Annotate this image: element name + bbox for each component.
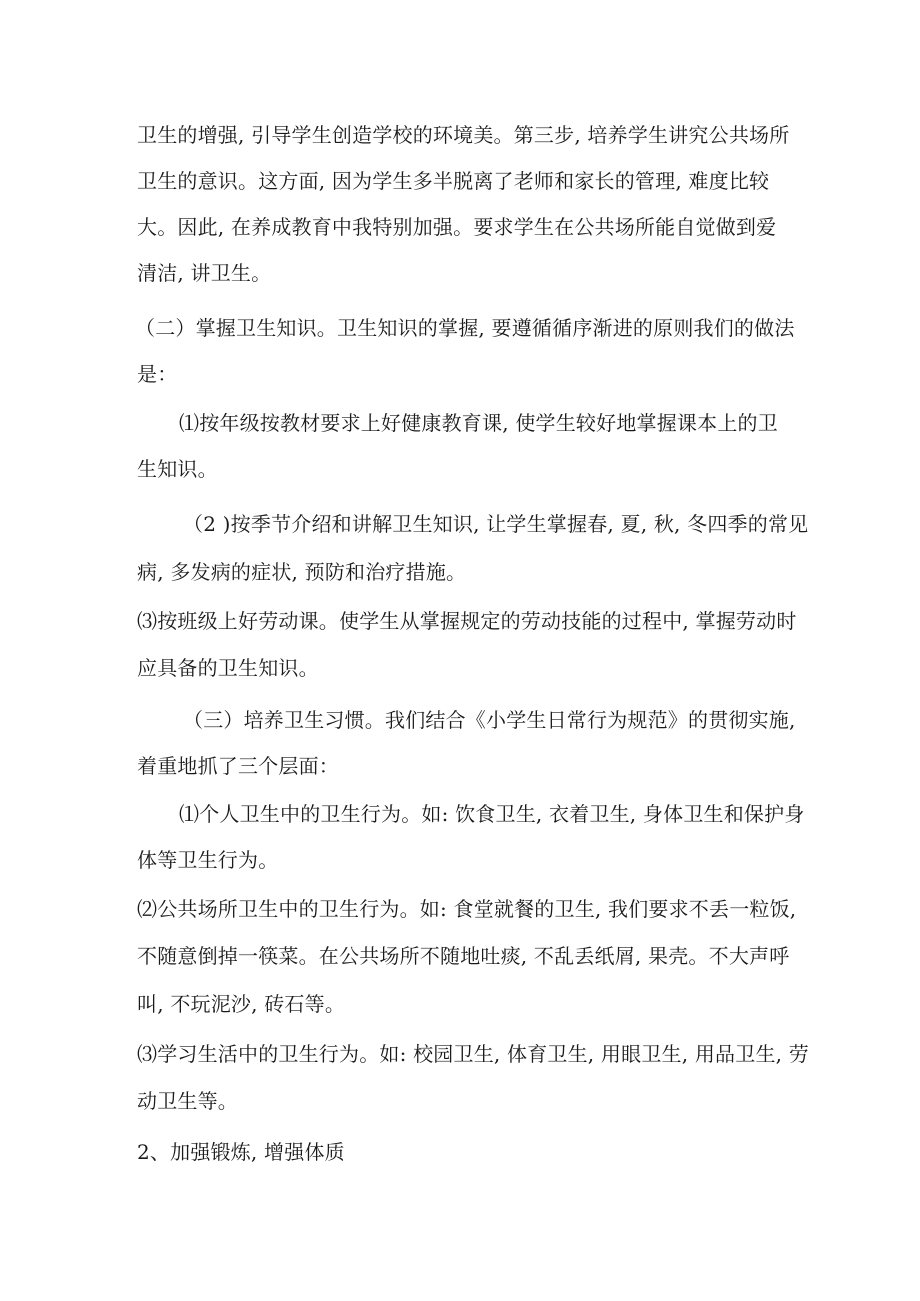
list-item-line: 叫, 不玩泥沙, 砖石等。 [137,992,346,1016]
section-heading-line: 2、加强锻炼, 增强体质 [137,1140,345,1164]
paragraph-line: 卫生的意识。这方面, 因为学生多半脱离了老师和家长的管理, 难度比较 [137,169,770,193]
list-item-line: ⑶按班级上好劳动课。使学生从掌握规定的劳动技能的过程中, 掌握劳动时 [137,609,797,633]
list-item-line: ⑵公共场所卫生中的卫生行为。如: 食堂就餐的卫生, 我们要求不丢一粒饭, [137,897,797,921]
paragraph-line: 清洁, 讲卫生。 [137,261,272,285]
list-item-line: （2 )按季节介绍和讲解卫生知识, 让学生掌握春, 夏, 秋, 冬四季的常见 [183,512,809,536]
list-item-line: 病, 多发病的症状, 预防和治疗措施。 [137,560,467,584]
paragraph-line: 卫生的增强, 引导学生创造学校的环境美。第三步, 培养学生讲究公共场所 [137,123,790,147]
paragraph-line: 大。因此, 在养成教育中我特别加强。要求学生在公共场所能自觉做到爱 [137,215,777,239]
list-item-line: 应具备的卫生知识。 [137,656,319,680]
list-item-line: 不随意倒掉一筷菜。在公共场所不随地吐痰, 不乱丢纸屑, 果壳。不大声呼 [137,944,790,968]
list-item-line: ⑶学习生活中的卫生行为。如: 校园卫生, 体育卫生, 用眼卫生, 用品卫生, 劳 [137,1042,809,1066]
list-item-line: 体等卫生行为。 [137,848,279,872]
section-heading-line: （三）培养卫生习惯。我们结合《小学生日常行为规范》的贯彻实施, [183,708,796,732]
section-heading-line: 是： [137,362,178,386]
section-heading-line: （二）掌握卫生知识。卫生知识的掌握, 要遵循循序渐进的原则我们的做法 [135,316,795,340]
list-item-line: 生知识。 [137,457,218,481]
list-item-line: 动卫生等。 [137,1089,238,1113]
list-item-line: ⑴个人卫生中的卫生行为。如: 饮食卫生, 衣着卫生, 身体卫生和保护身 [179,802,805,826]
list-item-line: ⑴按年级按教材要求上好健康教育课, 使学生较好地掌握课本上的卫 [179,411,778,435]
section-heading-line: 着重地抓了三个层面： [137,754,339,778]
